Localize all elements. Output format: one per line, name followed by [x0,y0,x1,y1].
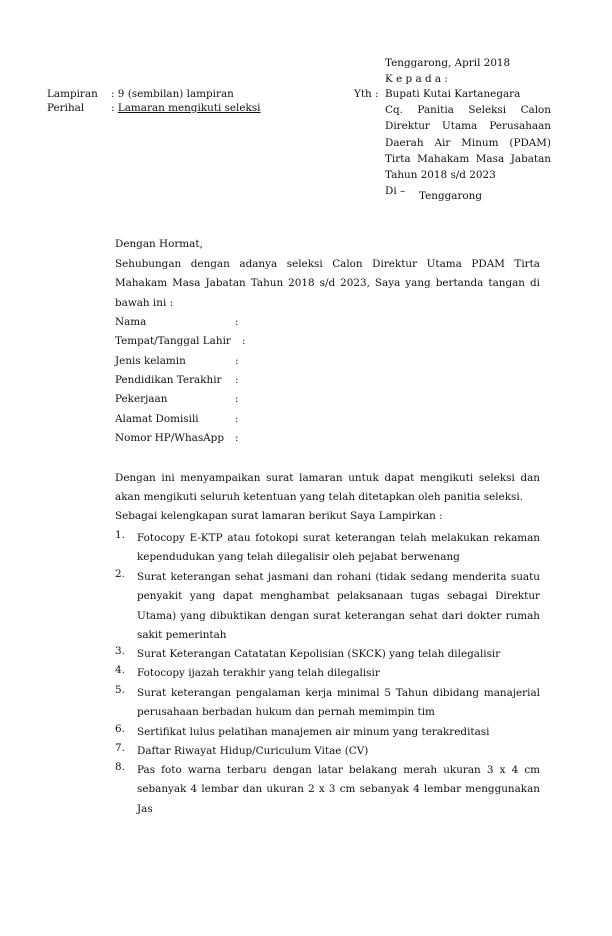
recipient-line: Direktur Utama Perusahaan [385,120,551,133]
field-label: Alamat Domisili [115,413,199,425]
list-item-text: Fotocopy E-KTP atau fotokopi surat keterangan telah melakukan rekaman kependudukan yang telah dilegalisir oleh pejabat berwenang [137,532,540,564]
di-label: Di – [385,185,406,198]
perihal-label: Perihal [47,102,85,114]
list-item-text: Surat keterangan sehat jasmani dan rohani (tidak sedang menderita suatu penyakit yang dapat menghambat pelaksanaan tugas sebagai Direktur Utama) yang dibuktikan dengan surat keterangan sehat dari dokter rumah sakit pemerintah [137,571,540,642]
list-item-number: 4. [115,664,125,676]
recipient-city: Tenggarong [419,190,483,202]
field-label: Jenis kelamin [115,355,186,367]
list-item-number: 5. [115,684,125,696]
perihal-colon: : [111,102,118,114]
recipient-line: Daerah Air Minum (PDAM) [385,136,551,149]
intro-paragraph: Sehubungan dengan adanya seleksi Calon Direktur Utama PDAM Tirta Mahakam Masa Jabatan Tahun 2018 s/d 2023, Saya yang bertanda tangan di bawah ini : [115,258,540,309]
recipient-line: Cq. Panitia Seleksi Calon [385,104,551,117]
list-item-text: Daftar Riwayat Hidup/Curiculum Vitae (CV) [137,745,369,757]
list-item-number: 8. [115,761,125,773]
lampiran-value: : 9 (sembilan) lampiran [111,88,234,100]
list-item-text: Surat Keterangan Catatatan Kepolisian (SKCK) yang telah dilegalisir [137,648,501,660]
list-item-text: Pas foto warna terbaru dengan latar belakang merah ukuran 3 x 4 cm sebanyak 4 lembar dan ukuran 2 x 3 cm sebanyak 4 lembar menggunakan Jas [137,764,540,815]
recipient-block [385,86,551,199]
field-colon: : [235,393,239,405]
list-item-text: Sertifikat lulus pelatihan manajemen air minum yang terakreditasi [137,726,490,738]
field-colon: : [235,316,239,328]
list-item-number: 2. [115,568,125,580]
field-colon: : [235,355,239,367]
recipient-line: Bupati Kutai Kartanegara [385,88,521,100]
lampiran-label: Lampiran [47,88,98,100]
perihal-value: Lamaran mengikuti seleksi [117,102,261,114]
recipient-line: Tirta Mahakam Masa Jabatan [385,152,551,165]
statement-paragraph: Dengan ini menyampaikan surat lamaran untuk dapat mengikuti seleksi dan akan mengikuti seluruh ketentuan yang telah ditetapkan oleh panitia seleksi. [115,472,540,504]
list-item-number: 1. [115,529,125,541]
list-item-text: Fotocopy ijazah terakhir yang telah dilegalisir [137,667,380,679]
yth-label: Yth : [354,88,379,100]
field-colon: : [235,374,239,386]
field-label: Nama [115,316,147,328]
recipient-line: Tahun 2018 s/d 2023 [385,169,496,182]
field-label: Pekerjaan [115,393,168,405]
list-item-number: 7. [115,742,125,754]
field-label: Tempat/Tanggal Lahir [115,335,231,347]
place-date: Tenggarong, April 2018 [385,57,511,69]
list-item-number: 3. [115,645,125,657]
field-colon: : [235,432,239,444]
field-colon: : [235,413,239,425]
field-label: Nomor HP/WhasApp [115,432,224,444]
field-label: Pendidikan Terakhir [115,374,222,386]
list-item-number: 6. [115,723,125,735]
perihal-row [111,102,260,114]
list-item-text: Surat keterangan pengalaman kerja minimal 5 Tahun dibidang manajerial perusahaan berbadan hukum dan pernah memimpin tim [137,687,540,719]
salutation: Dengan Hormat, [115,238,203,250]
kepada-label: K e p a d a : [385,73,448,85]
field-colon: : [242,335,246,347]
attachments-intro: Sebagai kelengkapan surat lamaran berikut Saya Lampirkan : [115,510,443,522]
